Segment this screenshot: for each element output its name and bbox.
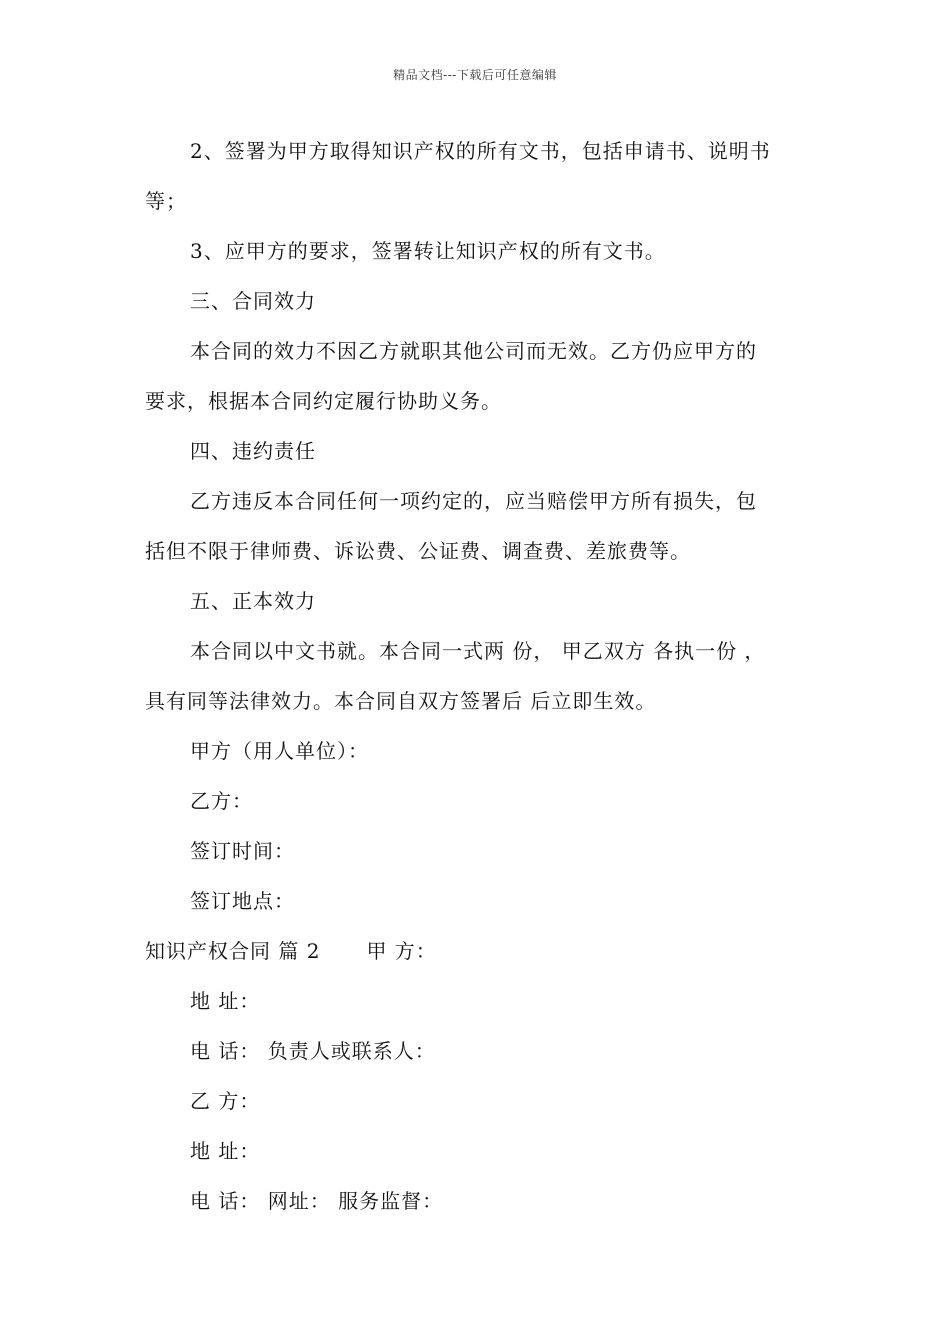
validity-paragraph-line-1: 本合同的效力不因乙方就职其他公司而无效。乙方仍应甲方的 <box>190 339 757 363</box>
party-b-phone-website-field: 电 话： 网址： 服务监督： <box>190 1189 444 1213</box>
clause-2-continuation: 等； <box>145 189 187 213</box>
party-a-phone-contact-field: 电 话： 负责人或联系人： <box>190 1039 436 1063</box>
original-paragraph-line-1: 本合同以中文书就。本合同一式两 份， 甲乙双方 各执一份 ， <box>190 639 766 663</box>
validity-paragraph-line-2: 要求，根据本合同约定履行协助义务。 <box>145 389 502 413</box>
contract-2-party-a: 甲 方： <box>366 939 437 963</box>
clause-2-sign-documents: 2、签署为甲方取得知识产权的所有文书，包括申请书、说明书 <box>190 139 771 163</box>
signing-place-field: 签订地点： <box>190 889 295 913</box>
original-paragraph-line-2: 具有同等法律效力。本合同自双方签署后 后立即生效。 <box>145 689 657 713</box>
party-a-employer-field: 甲方（用人单位）： <box>190 739 369 763</box>
liability-paragraph-line-2: 括但不限于律师费、诉讼费、公证费、调查费、差旅费等。 <box>145 539 691 563</box>
signing-time-field: 签订时间： <box>190 839 295 863</box>
section-heading-original-validity: 五、正本效力 <box>190 589 316 613</box>
section-heading-contract-validity: 三、合同效力 <box>190 289 316 313</box>
party-a-address-field: 地 址： <box>190 989 261 1013</box>
party-b-field: 乙方： <box>190 789 253 813</box>
liability-paragraph-line-1: 乙方违反本合同任何一项约定的，应当赔偿甲方所有损失，包 <box>190 489 757 513</box>
section-heading-liability: 四、违约责任 <box>190 439 316 463</box>
contract-2-title: 知识产权合同 篇 2 <box>145 939 321 963</box>
contract-2-title-row <box>145 937 437 965</box>
party-b-address-field: 地 址： <box>190 1139 261 1163</box>
clause-3-transfer-documents: 3、应甲方的要求，签署转让知识产权的所有文书。 <box>190 239 666 263</box>
page-header: 精品文档---下载后可任意编辑 <box>393 68 557 82</box>
party-b-label: 乙 方： <box>190 1089 261 1113</box>
